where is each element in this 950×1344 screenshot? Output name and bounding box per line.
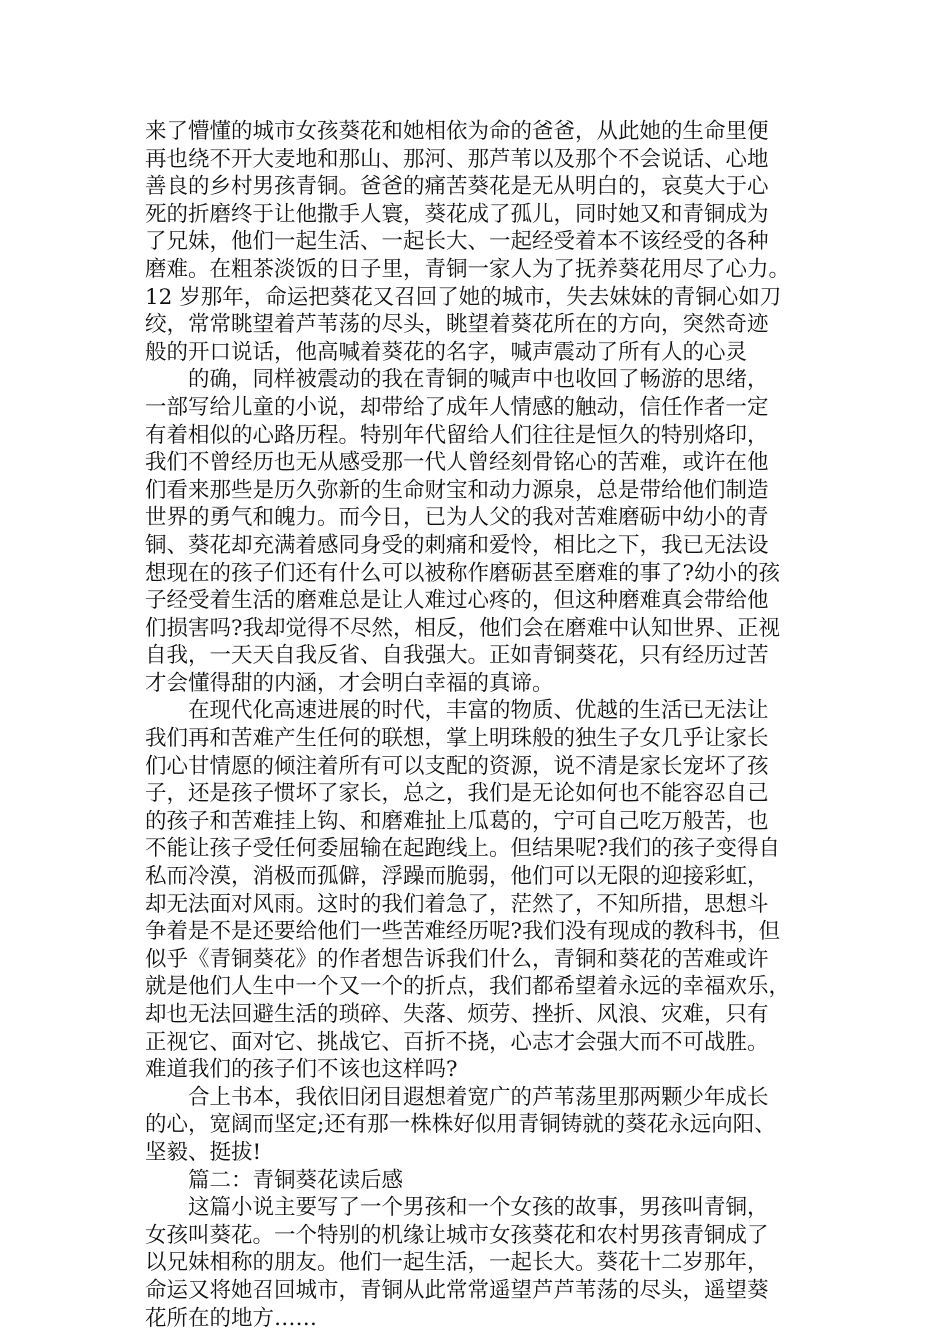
- text-line: 了兄妹，他们一起生活、一起长大、一起经受着本不该经受的各种: [145, 229, 769, 255]
- text-line: 般的开口说话，他高喊着葵花的名字，喊声震动了所有人的心灵: [145, 339, 748, 365]
- text-line: 想现在的孩子们还有什么可以被称作磨砺甚至磨难的事了?幼小的孩: [145, 560, 781, 586]
- text-line: 们看来那些是历久弥新的生命财宝和动力源泉，总是带给他们制造: [145, 477, 769, 503]
- text-line: 有着相似的心路历程。特别年代留给人们往往是恒久的特别烙印，: [145, 422, 769, 448]
- text-line: 合上书本，我依旧闭目遐想着宽广的芦苇荡里那两颗少年成长: [188, 1084, 769, 1110]
- text-line: 们损害吗?我却觉得不尽然，相反，他们会在磨难中认知世界、正视: [145, 615, 781, 641]
- text-line: 我们再和苦难产生任何的联想，掌上明珠般的独生子女几乎让家长: [145, 726, 769, 752]
- text-line: 就是他们人生中一个又一个的折点，我们都希望着永远的幸福欢乐，: [145, 974, 791, 1000]
- text-line: 似乎《青铜葵花》的作者想告诉我们什么，青铜和葵花的苦难或许: [145, 946, 769, 972]
- text-line: 我们不曾经历也无从感受那一代人曾经刻骨铭心的苦难，或许在他: [145, 450, 769, 476]
- text-line: 子，还是孩子惯坏了家长，总之，我们是无论如何也不能容忍自己: [145, 781, 769, 807]
- text-line: 们心甘情愿的倾注着所有可以支配的资源，说不清是家长宠坏了孩: [145, 753, 769, 779]
- text-line: 这篇小说主要写了一个男孩和一个女孩的故事，男孩叫青铜，: [188, 1195, 769, 1221]
- text-line: 不能让孩子受任何委屈输在起跑线上。但结果呢?我们的孩子变得自: [145, 836, 781, 862]
- text-line: 却无法面对风雨。这时的我们着急了，茫然了，不知所措，思想斗: [145, 891, 769, 917]
- text-line: 铜、葵花却充满着感同身受的刺痛和爱怜，相比之下，我已无法设: [145, 532, 769, 558]
- text-line: 再也绕不开大麦地和那山、那河、那芦苇以及那个不会说话、心地: [145, 146, 769, 172]
- text-line: 世界的勇气和魄力。而今日，已为人父的我对苦难磨砺中幼小的青: [145, 505, 769, 531]
- text-line: 命运又将她召回城市，青铜从此常常遥望芦芦苇荡的尽头，遥望葵: [145, 1277, 769, 1303]
- text-line: 12 岁那年，命运把葵花又召回了她的城市，失去妹妹的青铜心如刀: [145, 284, 782, 310]
- document-body: [145, 118, 825, 1332]
- text-line: 以兄妹相称的朋友。他们一起生活，一起长大。葵花十二岁那年，: [145, 1250, 769, 1276]
- text-line: 女孩叫葵花。一个特别的机缘让城市女孩葵花和农村男孩青铜成了: [145, 1222, 769, 1248]
- text-line: 难道我们的孩子们不该也这样吗?: [145, 1057, 458, 1083]
- text-line: 却也无法回避生活的琐碎、失落、烦劳、挫折、风浪、灾难，只有: [145, 1002, 769, 1027]
- text-line: 一部写给儿童的小说，却带给了成年人情感的触动，信任作者一定: [145, 394, 769, 420]
- text-line: 自我，一天天自我反省、自我强大。正如青铜葵花，只有经历过苦: [145, 643, 769, 669]
- text-line: 磨难。在粗茶淡饭的日子里，青铜一家人为了抚养葵花用尽了心力。: [145, 256, 791, 282]
- text-line: 争着是不是还要给他们一些苦难经历呢?我们没有现成的教科书，但: [145, 919, 781, 945]
- text-line: 在现代化高速进展的时代，丰富的物质、优越的生活已无法让: [188, 698, 769, 724]
- text-line: 死的折磨终于让他撒手人寰，葵花成了孤儿，同时她又和青铜成为: [145, 201, 769, 227]
- text-line: 才会懂得甜的内涵，才会明白幸福的真谛。: [145, 670, 554, 696]
- text-line: 的确，同样被震动的我在青铜的喊声中也收回了畅游的思绪，: [188, 367, 769, 393]
- text-line: 的心，宽阔而坚定;还有那一株株好似用青铜铸就的葵花永远向阳、: [145, 1112, 776, 1138]
- text-line: 子经受着生活的磨难总是让人难过心疼的，但这种磨难真会带给他: [145, 588, 769, 614]
- text-line: 坚毅、挺拔!: [145, 1139, 262, 1165]
- text-line: 善良的乡村男孩青铜。爸爸的痛苦葵花是无从明白的，哀莫大于心: [145, 174, 769, 200]
- text-line: 花所在的地方……: [145, 1305, 318, 1331]
- text-line: 私而冷漠，消极而孤僻，浮躁而脆弱，他们可以无限的迎接彩虹，: [145, 864, 769, 890]
- text-line: 的孩子和苦难挂上钩、和磨难扯上瓜葛的，宁可自己吃万般苦，也: [145, 808, 769, 834]
- text-line: 篇二：青铜葵花读后感: [188, 1167, 404, 1193]
- text-line: 来了懵懂的城市女孩葵花和她相依为命的爸爸，从此她的生命里便: [145, 119, 769, 144]
- text-line: 正视它、面对它、挑战它、百折不挠，心志才会强大而不可战胜。: [145, 1029, 769, 1055]
- text-line: 绞，常常眺望着芦苇荡的尽头，眺望着葵花所在的方向，突然奇迹: [145, 312, 769, 338]
